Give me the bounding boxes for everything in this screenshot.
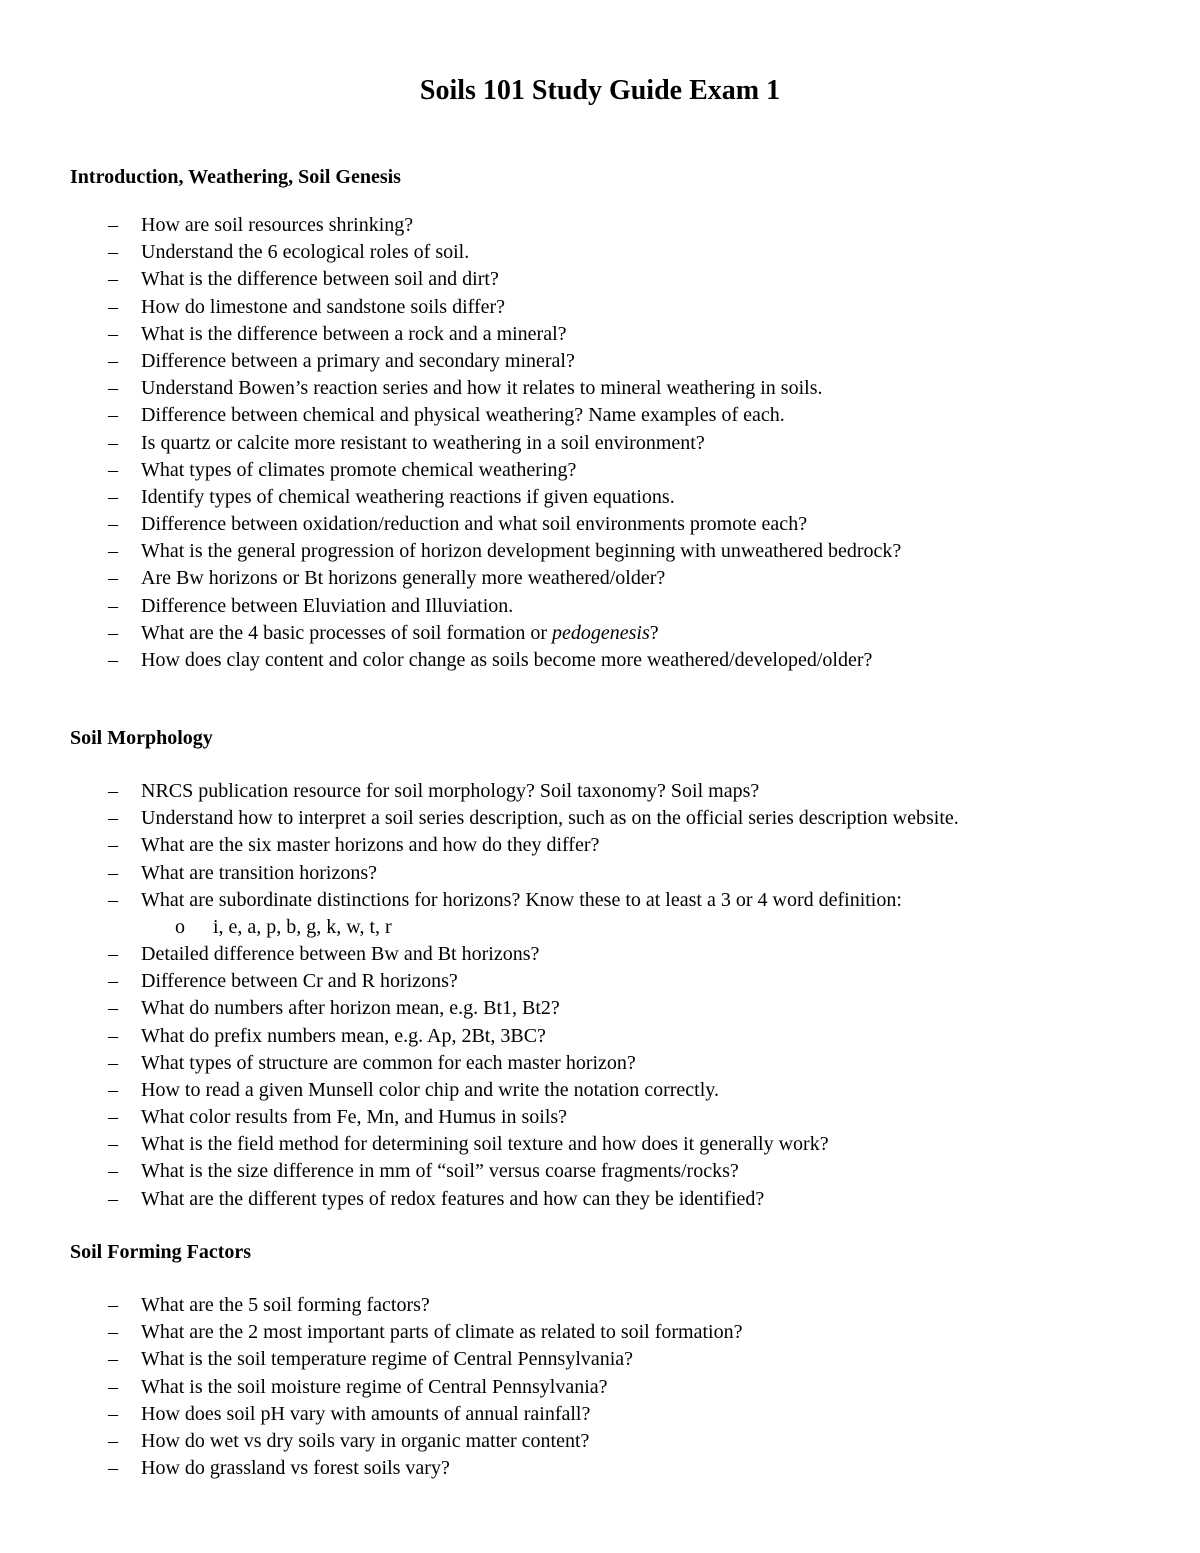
item-text: What is the difference between soil and dirt?: [141, 268, 499, 291]
question-list: [70, 1292, 1160, 1482]
list-item: [70, 593, 1160, 620]
list-item: [70, 1104, 1160, 1131]
list-item: [70, 1319, 1160, 1346]
list-item: [70, 1077, 1160, 1104]
list-item: [70, 805, 1160, 832]
item-text: Is quartz or calcite more resistant to weathering in a soil environment?: [141, 431, 705, 454]
item-text: What are the 2 most important parts of climate as related to soil formation?: [141, 1321, 743, 1344]
list-item: [70, 1023, 1160, 1050]
dash-bullet: –: [108, 1187, 118, 1210]
list-item: [70, 430, 1160, 457]
dash-bullet: –: [108, 942, 118, 965]
section-heading: Soil Morphology: [70, 727, 213, 749]
section-introduction: [70, 164, 1160, 674]
dash-bullet: –: [108, 349, 118, 372]
item-text: Difference between Eluviation and Illuviation.: [141, 594, 514, 617]
dash-bullet: –: [108, 241, 118, 264]
italic-term: pedogenesis: [551, 621, 650, 644]
dash-bullet: –: [108, 1375, 118, 1398]
item-text: NRCS publication resource for soil morphology? Soil taxonomy? Soil maps?: [141, 780, 760, 802]
question-list: [70, 212, 1160, 674]
dash-bullet: –: [108, 1024, 118, 1047]
dash-bullet: –: [108, 1321, 118, 1344]
dash-bullet: –: [108, 1348, 118, 1371]
item-text-end: ?: [649, 621, 659, 644]
item-text: How do wet vs dry soils vary in organic matter content?: [141, 1429, 590, 1452]
dash-bullet: –: [108, 834, 118, 857]
item-text: Understand Bowen’s reaction series and how it relates to mineral weathering in soils.: [141, 377, 823, 400]
item-text: How are soil resources shrinking?: [141, 214, 414, 236]
item-text: What is the soil temperature regime of Central Pennsylvania?: [141, 1348, 634, 1371]
item-text: What is the difference between a rock and a mineral?: [141, 322, 567, 345]
item-text: What are the different types of redox features and how can they be identified?: [141, 1187, 765, 1210]
item-text: What do numbers after horizon mean, e.g. Bt1, Bt2?: [141, 997, 560, 1020]
list-item: [70, 266, 1160, 293]
list-item: [70, 1428, 1160, 1455]
item-text: What is the soil moisture regime of Central Pennsylvania?: [141, 1375, 608, 1398]
page-title: Soils 101 Study Guide Exam 1: [419, 75, 781, 106]
dash-bullet: –: [108, 295, 118, 318]
item-text: What is the size difference in mm of “soil” versus coarse fragments/rocks?: [141, 1160, 739, 1183]
item-text: What are subordinate distinctions for horizons? Know these to at least a 3 or 4 word definition:: [141, 888, 902, 911]
item-text: Difference between a primary and secondary mineral?: [141, 349, 575, 372]
list-item: [70, 511, 1160, 538]
item-text: What color results from Fe, Mn, and Humus in soils?: [141, 1106, 568, 1129]
question-list: [70, 778, 1160, 1213]
dash-bullet: –: [108, 861, 118, 884]
dash-bullet: –: [108, 567, 118, 590]
item-text: Are Bw horizons or Bt horizons generally more weathered/older?: [141, 567, 666, 590]
item-text: Understand how to interpret a soil series description, such as on the official series description website.: [141, 807, 959, 830]
dash-bullet: –: [108, 1294, 118, 1316]
list-item-pedogenesis: [70, 620, 1160, 647]
dash-bullet: –: [108, 377, 118, 400]
item-text: How do grassland vs forest soils vary?: [141, 1457, 450, 1480]
list-item: [70, 1158, 1160, 1185]
item-text: Understand the 6 ecological roles of soil.: [141, 241, 470, 264]
list-item: [70, 321, 1160, 348]
sub-item-text: i, e, a, p, b, g, k, w, t, r: [213, 915, 392, 938]
list-item: [70, 348, 1160, 375]
dash-bullet: –: [108, 1051, 118, 1074]
list-item: [70, 647, 1160, 674]
item-text: What are the 5 soil forming factors?: [141, 1294, 430, 1316]
dash-bullet: –: [108, 1106, 118, 1129]
item-text: How do limestone and sandstone soils differ?: [141, 295, 506, 318]
item-text: How does soil pH vary with amounts of annual rainfall?: [141, 1402, 591, 1425]
dash-bullet: –: [108, 404, 118, 427]
dash-bullet: –: [108, 322, 118, 345]
list-item: [70, 832, 1160, 859]
section-heading: Soil Forming Factors: [70, 1241, 252, 1263]
list-item: [70, 402, 1160, 429]
dash-bullet: –: [108, 1160, 118, 1183]
dash-bullet: –: [108, 513, 118, 536]
section-heading: Introduction, Weathering, Soil Genesis: [70, 166, 401, 188]
list-item: [70, 968, 1160, 995]
item-text: Detailed difference between Bw and Bt horizons?: [141, 942, 540, 965]
item-text: What types of climates promote chemical weathering?: [141, 458, 577, 481]
dash-bullet: –: [108, 807, 118, 830]
dash-bullet: –: [108, 268, 118, 291]
list-item: [70, 375, 1160, 402]
dash-bullet: –: [108, 780, 118, 802]
list-item: [70, 778, 1160, 805]
list-item: [70, 1401, 1160, 1428]
item-text: Identify types of chemical weathering reactions if given equations.: [141, 485, 675, 508]
dash-bullet: –: [108, 458, 118, 481]
list-item: [70, 484, 1160, 511]
dash-bullet: –: [108, 485, 118, 508]
dash-bullet: –: [108, 1457, 118, 1480]
list-item: [70, 887, 1160, 914]
dash-bullet: –: [108, 431, 118, 454]
list-item: [70, 1186, 1160, 1213]
list-item: [70, 239, 1160, 266]
item-text: What types of structure are common for each master horizon?: [141, 1051, 636, 1074]
list-item: [70, 294, 1160, 321]
dash-bullet: –: [108, 888, 118, 911]
dash-bullet: –: [108, 997, 118, 1020]
dash-bullet: –: [108, 970, 118, 993]
list-item: [70, 941, 1160, 968]
dash-bullet: –: [108, 1078, 118, 1101]
list-item: [70, 1346, 1160, 1373]
dash-bullet: –: [108, 1402, 118, 1425]
list-item: [70, 1292, 1160, 1319]
item-text: Difference between chemical and physical weathering? Name examples of each.: [141, 404, 785, 427]
dash-bullet: –: [108, 594, 118, 617]
list-item: [70, 457, 1160, 484]
item-text: Difference between Cr and R horizons?: [141, 970, 458, 993]
sub-list-item: [70, 914, 1160, 941]
item-text: What are the six master horizons and how do they differ?: [141, 834, 600, 857]
dash-bullet: –: [108, 1429, 118, 1452]
item-text: What are the 4 basic processes of soil formation or: [141, 621, 552, 644]
circle-bullet: o: [175, 915, 185, 938]
item-text: How does clay content and color change as soils become more weathered/developed/older?: [141, 649, 873, 671]
list-item: [70, 1131, 1160, 1158]
dash-bullet: –: [108, 1133, 118, 1156]
item-text: What is the field method for determining soil texture and how does it generally work?: [141, 1133, 829, 1156]
item-text: How to read a given Munsell color chip and write the notation correctly.: [141, 1078, 719, 1101]
section-soil-morphology: [70, 725, 1160, 1213]
list-item: [70, 995, 1160, 1022]
dash-bullet: –: [108, 621, 118, 644]
list-item: [70, 860, 1160, 887]
list-item: [70, 1050, 1160, 1077]
item-text: What do prefix numbers mean, e.g. Ap, 2Bt, 3BC?: [141, 1024, 546, 1047]
dash-bullet: –: [108, 540, 118, 563]
list-item: [70, 212, 1160, 239]
dash-bullet: –: [108, 214, 118, 236]
dash-bullet: –: [108, 649, 118, 671]
list-item: [70, 1374, 1160, 1401]
list-item: [70, 565, 1160, 592]
list-item: [70, 538, 1160, 565]
item-text: Difference between oxidation/reduction and what soil environments promote each?: [141, 513, 808, 536]
list-item: [70, 1455, 1160, 1482]
item-text: What is the general progression of horizon development beginning with unweathered bedrock?: [141, 540, 902, 563]
section-soil-forming-factors: [70, 1239, 1160, 1482]
item-text: What are transition horizons?: [141, 861, 378, 884]
